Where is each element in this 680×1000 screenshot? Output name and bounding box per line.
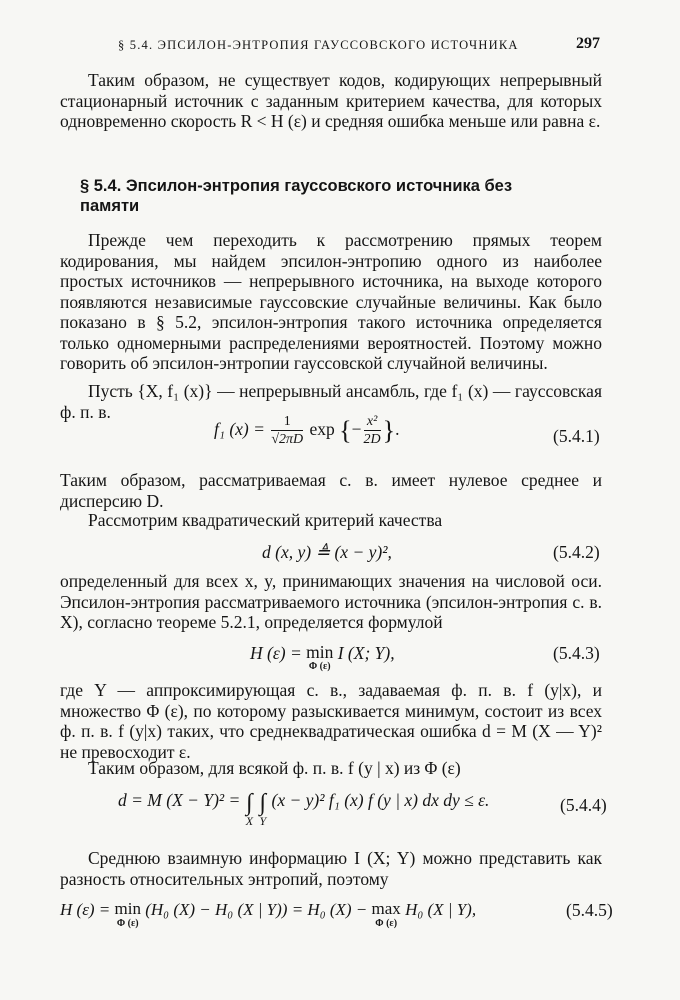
eq3-min-op: min [306,642,334,662]
integral-icon: ∫ [259,790,267,816]
paragraph-6: определенный для всех x, y, принимающих значения на числовой оси. Эпсилон-энтропия рассматриваемого источника (эпсилон-энтропия с. в. X), согласно теореме 5.2.1, определяется формулой [60,571,602,632]
eq3-min [306,643,333,672]
eq5-min [115,900,141,929]
equation-5-4-4 [118,790,489,826]
eq4-integral-x-limit: X [245,814,254,828]
equation-5-4-3 [250,643,395,672]
eq1-fraction [271,414,303,448]
eq-number-5-4-5: (5.4.5) [566,900,613,920]
eq4-integral-y-limit: Y [259,814,267,828]
equation-5-4-1: f₁ (x) = $\frac{1}{√2\pi D}$ exp {− $\frac{\text{x²}}{2D}$ }. [214,414,400,447]
eq5-min-limit: Φ (ε) [116,918,139,929]
paragraph-1: Таким образом, не существует кодов, кодирующих непрерывный стационарный источник с заданным критерием качества, для которых одновременно скорость R < H (ε) и средняя ошибка меньше или равна ε. [60,70,602,131]
paragraph-9: Среднюю взаимную информацию I (X; Y) можно представить как разность относительных энтропий, поэтому [60,848,602,889]
paragraph-5: Рассмотрим квадратический критерий качества [88,510,443,530]
eq5-min-op: min [114,899,141,918]
integral-icon: ∫ [246,790,253,816]
eq5-max [372,900,401,929]
eq5-lhs: H (ε) = [60,900,115,919]
eq-number-5-4-2: (5.4.2) [553,542,600,562]
eq1-inner-denominator: 2D [363,432,381,447]
paragraph-7: где Y — аппроксимирующая с. в., задаваемая ф. п. в. f (y|x), и множество Φ (ε), по которому разыскивается минимум, состоит из всех ф. п. в. f (y|x) таких, что среднеквадратическая ошибка d = M (X — Y)² не превосходит ε. [60,680,602,762]
eq5-rhs: H₀ (X | Y), [405,900,477,919]
eq4-rhs: (x − y)² f₁ (x) f (y | x) dx dy ≤ ε. [271,790,490,810]
eq3-min-limit: Φ (ε) [308,661,331,672]
eq5-mid: (H₀ (X) − H₀ (X | Y)) = H₀ (X) − [145,900,372,919]
page-number: 297 [576,35,600,52]
eq4-integral-x [246,790,253,826]
equation-5-4-5 [60,900,476,929]
eq1-inner-numerator: x² [364,414,381,431]
eq4-lhs: d = M (X − Y)² = [118,790,245,810]
eq1-lhs: f₁ (x) = [214,419,270,440]
eq4-integral-y [259,790,266,826]
paragraph-3: Пусть {X, f₁ (x)} — непрерывный ансамбль, где f₁ (x) — гауссовская ф. п. в. [60,381,602,422]
eq-number-5-4-3: (5.4.3) [553,643,600,663]
eq3-rhs: I (X; Y), [337,643,395,663]
eq1-numerator: 1 [271,414,303,431]
eq5-max-limit: Φ (ε) [375,918,398,929]
section-heading: § 5.4. Эпсилон-энтропия гауссовского источника без памяти [80,177,513,215]
running-header: § 5.4. ЭПСИЛОН-ЭНТРОПИЯ ГАУССОВСКОГО ИСТОЧНИКА [118,38,519,52]
paragraph-2: Прежде чем переходить к рассмотрению прямых теорем кодирования, мы найдем эпсилон-энтропию одного из наиболее простых источников — непрерывного источника, на выходе которого появляются независимые гауссовские случайные величины. Как было показано в § 5.2, эпсилон-энтропия такого источника определяется только одномерными распределениями вероятностей. Поэтому можно говорить об эпсилон-энтропии гауссовской случайной величины. [60,230,602,373]
eq-number-5-4-1: (5.4.1) [553,426,600,446]
paragraph-8: Таким образом, для всякой ф. п. в. f (y | x) из Φ (ε) [88,758,461,778]
eq1-denominator: √2πD [271,432,304,447]
eq1-inner-fraction [364,414,381,448]
eq5-max-op: max [371,899,401,918]
equation-5-4-2: d (x, y) ≜ (x − y)², [262,542,392,562]
paragraph-4: Таким образом, рассматриваемая с. в. имеет нулевое среднее и дисперсию D. [60,470,602,511]
eq1-exp: exp [309,419,335,440]
eq1-brace-open: { [339,416,352,446]
eq1-brace-close: } [382,416,396,446]
eq3-lhs: H (ε) = [250,643,307,663]
eq-number-5-4-4: (5.4.4) [560,795,607,815]
